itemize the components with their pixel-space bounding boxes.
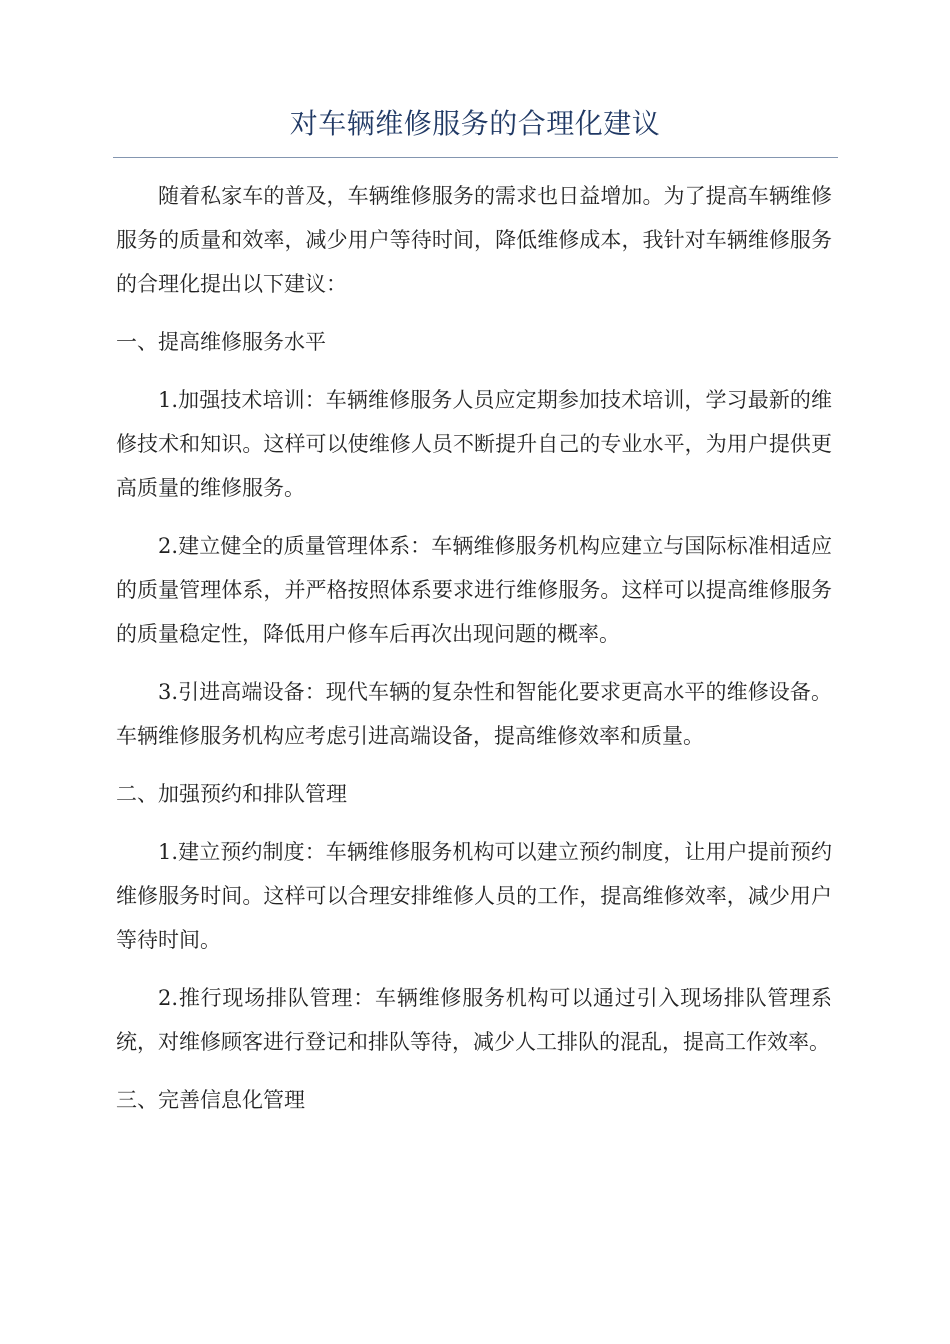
document-body (116, 174, 832, 1136)
section-heading-3: 三、完善信息化管理 (116, 1088, 305, 1112)
paragraph-1-1: 1.加强技术培训：车辆维修服务人员应定期参加技术培训，学习最新的维修技术和知识。这样可以使维修人员不断提升自己的专业水平，为用户提供更高质量的维修服务。 (116, 388, 832, 500)
title-divider (113, 157, 838, 158)
document-title: 对车辆维修服务的合理化建议 (289, 107, 661, 140)
paragraph-2-2: 2.推行现场排队管理：车辆维修服务机构可以通过引入现场排队管理系统，对维修顾客进行登记和排队等待，减少人工排队的混乱，提高工作效率。 (116, 986, 832, 1054)
section-heading-2: 二、加强预约和排队管理 (116, 782, 347, 806)
paragraph-2-1: 1.建立预约制度：车辆维修服务机构可以建立预约制度，让用户提前预约维修服务时间。这样可以合理安排维修人员的工作，提高维修效率，减少用户等待时间。 (116, 840, 832, 952)
paragraph-1-2: 2.建立健全的质量管理体系：车辆维修服务机构应建立与国际标准相适应的质量管理体系，并严格按照体系要求进行维修服务。这样可以提高维修服务的质量稳定性，降低用户修车后再次出现问题的概率。 (116, 534, 832, 646)
section-heading-1: 一、提高维修服务水平 (116, 330, 326, 354)
intro-paragraph: 随着私家车的普及，车辆维修服务的需求也日益增加。为了提高车辆维修服务的质量和效率，减少用户等待时间，降低维修成本，我针对车辆维修服务的合理化提出以下建议： (116, 184, 832, 296)
paragraph-1-3: 3.引进高端设备：现代车辆的复杂性和智能化要求更高水平的维修设备。车辆维修服务机构应考虑引进高端设备，提高维修效率和质量。 (116, 680, 832, 748)
